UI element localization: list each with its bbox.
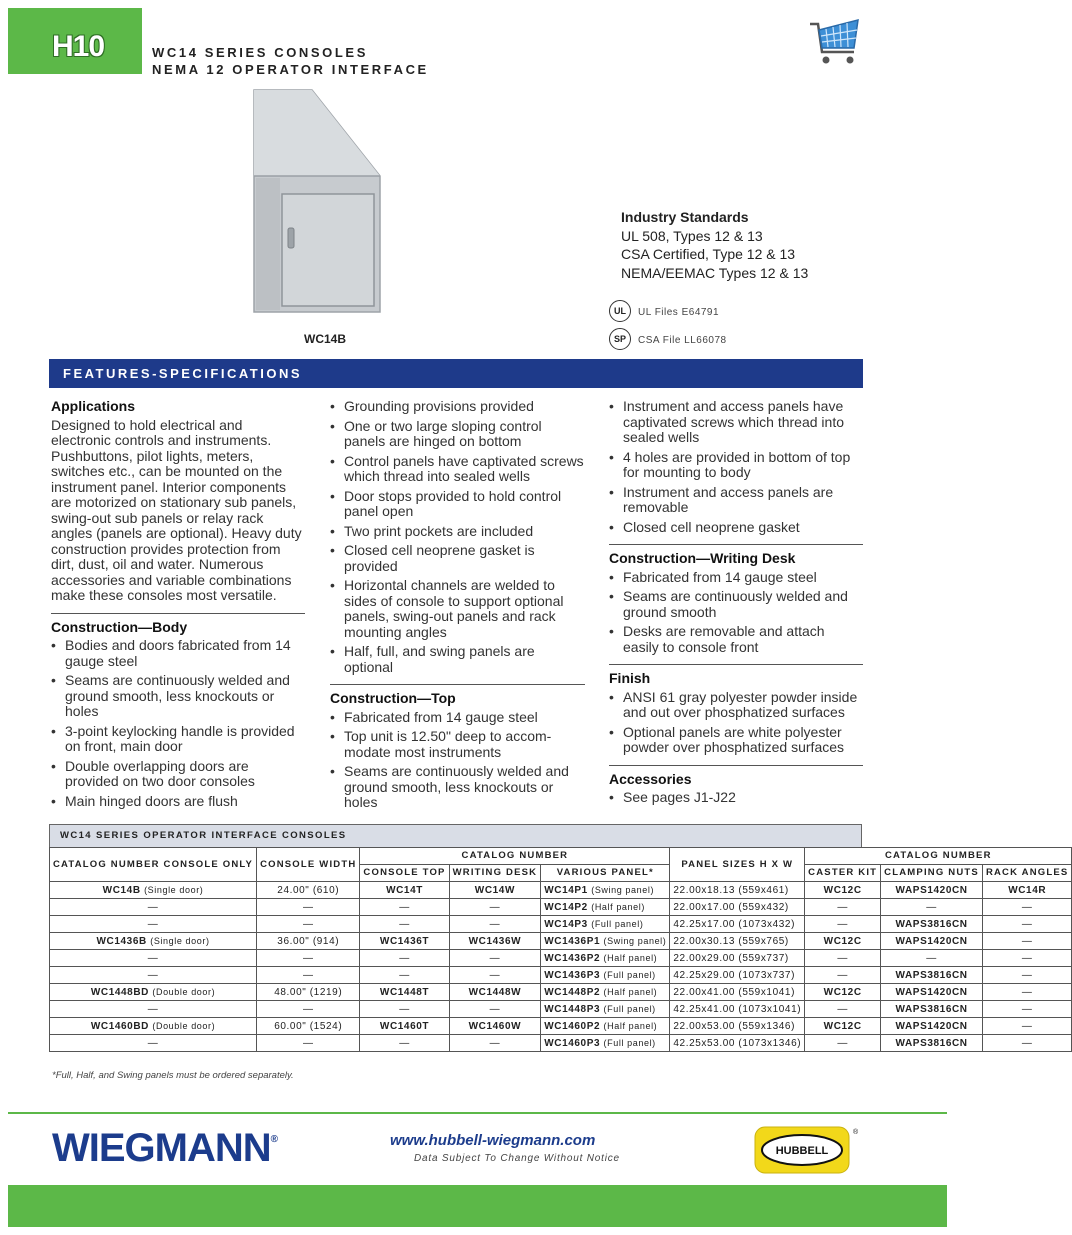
cell-value: — [837,918,848,930]
cell-value: WC14R [1008,884,1047,896]
divider [609,664,863,665]
table-footnote: *Full, Half, and Swing panels must be ordered separately. [52,1070,294,1081]
finish-heading: Finish [609,670,651,686]
table-cell-panel [541,899,670,916]
page-title [152,44,429,78]
cell-value: — [147,952,159,964]
table-cell-caster [805,899,881,916]
list-item: • Top unit is 12.50" deep to accom-modate most instruments [330,729,585,760]
cell-value: WC14T [386,884,423,896]
table-cell-caster [805,916,881,933]
cell-value: 22.00x29.00 (559x737) [673,952,789,964]
cell-value: — [837,969,848,981]
cell-value: — [147,901,159,913]
cell-value: — [837,1037,848,1049]
cell-value: WAPS3816CN [895,969,968,981]
cell-value: WC1460T [379,1020,430,1032]
shopping-cart-icon[interactable] [808,18,862,68]
top-heading: Construction—Top [330,690,456,706]
csa-logo-icon: SP [609,328,631,350]
table-cell-caster [805,967,881,984]
table-cell-rack [982,950,1072,967]
list-item: • Control panels have captivated screws which thread into sealed wells [330,454,585,485]
cell-note: (Swing panel) [603,935,667,946]
list-item: • Optional panels are white polyester powder over phosphatized surfaces [609,725,863,756]
standard-line: UL 508, Types 12 & 13 [621,227,763,244]
spec-table [49,847,1072,1052]
table-cell-panel [541,984,670,1001]
table-cell-clamp [881,1035,983,1052]
table-cell-width [257,882,360,899]
cell-value: WC1436W [468,935,522,947]
table-cell-panel [541,882,670,899]
cell-value: WC1436P2 [544,952,601,964]
csa-file-text: CSA File LL66078 [638,335,727,346]
cell-value: WAPS3816CN [895,1037,968,1049]
table-row [50,950,1072,967]
divider [51,613,305,614]
cell-value: WAPS1420CN [895,884,968,896]
table-cell-desk [449,882,541,899]
cell-value: 42.25x53.00 (1073x1346) [673,1037,802,1049]
cell-value: — [837,1003,848,1015]
cell-value: — [399,952,410,964]
table-cell-rack [982,1035,1072,1052]
list-item: • Bodies and doors fabricated from 14 gauge steel [51,638,305,669]
table-cell-caster [805,984,881,1001]
disclaimer-text: Data Subject To Change Without Notice [414,1153,620,1164]
list-item: • Closed cell neoprene gasket is provided [330,543,585,574]
cell-value: — [837,901,848,913]
table-row [50,899,1072,916]
cell-value: WC12C [823,935,862,947]
cell-value: — [1021,1003,1033,1015]
body-list [51,638,305,809]
table-cell-desk [449,1001,541,1018]
th-caster-kit: CASTER KIT [805,865,881,882]
hubbell-logo [754,1126,858,1174]
cell-value: WAPS1420CN [895,1020,968,1032]
divider [609,765,863,766]
cell-value: WAPS1420CN [895,935,968,947]
cell-value: WC14P2 [544,901,588,913]
table-cell-clamp [881,933,983,950]
table-row [50,916,1072,933]
accessories-list [609,790,863,806]
cell-value: — [399,969,410,981]
cell-value: WC1448BD [90,986,149,998]
cell-note: (Full panel) [591,918,644,929]
table-cell-top [360,967,449,984]
th-various-panel: VARIOUS PANEL* [541,865,670,882]
website-link[interactable]: www.hubbell-wiegmann.com [390,1132,596,1149]
list-item: • Seams are continuously welded and ground smooth [609,589,863,620]
list-item: • Fabricated from 14 gauge steel [609,570,863,586]
th-console-top: CONSOLE TOP [360,865,449,882]
cell-value: — [489,1037,501,1049]
cell-value: 22.00x30.13 (559x765) [673,935,789,947]
accessories-heading: Accessories [609,770,692,787]
table-cell-rack [982,899,1072,916]
table-cell-rack [982,933,1072,950]
cell-value: — [489,969,501,981]
table-cell-width [257,1018,360,1035]
table-cell-cat [50,899,257,916]
cell-value: WAPS3816CN [895,1003,968,1015]
cell-value: — [1021,901,1033,913]
footer-divider [8,1112,947,1114]
cell-value: 42.25x41.00 (1073x1041) [673,1003,802,1015]
cell-value: — [1021,969,1033,981]
panel-list [609,399,863,535]
table-cell-caster [805,882,881,899]
cell-value: WC1436T [379,935,430,947]
applications-text: Designed to hold electrical and electronic controls and instruments. Pushbuttons, pilot lights, meters, switches etc., can be mounted on the instrument panel. Interior components are motorized on stationary sub panels, swing-out sub panels or relay rack angles (panels are optional). Heavy duty construction provides protection from dirt, dust, oil and water. Numerous accessories and variable combinations make these consoles most versatile. [51,416,302,603]
table-caption: WC14 SERIES OPERATOR INTERFACE CONSOLES [49,824,862,847]
cell-value: WAPS1420CN [895,986,968,998]
cell-note: (Half panel) [591,901,645,912]
table-cell-rack [982,1018,1072,1035]
cell-value: — [1021,986,1033,998]
column-applications [51,399,305,813]
th-rack-angles: RACK ANGLES [982,865,1072,882]
table-cell-top [360,1035,449,1052]
ul-logo-icon: UL [609,300,631,322]
table-cell-size [670,916,805,933]
cell-value: WC1436P1 [544,935,601,947]
list-item: • Double overlapping doors are provided on two door consoles [51,759,305,790]
section-tab-label: H10 [52,30,105,63]
table-cell-rack [982,1001,1072,1018]
page-title-line2: NEMA 12 OPERATOR INTERFACE [152,62,429,77]
cell-value: — [302,901,314,913]
cell-value: — [1021,935,1033,947]
column-construction [330,399,585,815]
table-cell-desk [449,1018,541,1035]
cell-value: — [489,952,501,964]
cell-value: — [1021,918,1033,930]
table-cell-top [360,933,449,950]
wiegmann-logo [52,1126,277,1171]
cell-value: — [399,1037,410,1049]
hubbell-logo-text: HUBBELL [775,1145,829,1157]
table-cell-caster [805,1035,881,1052]
table-cell-desk [449,1035,541,1052]
table-cell-top [360,984,449,1001]
table-cell-caster [805,950,881,967]
table-cell-clamp [881,899,983,916]
product-caption: WC14B [304,332,347,346]
cell-note: (Double door) [152,986,216,997]
th-catalog-number-2: CATALOG NUMBER [805,848,1072,865]
cell-value: — [147,969,159,981]
list-item: • Instrument and access panels have captivated screws which thread into sealed wells [609,399,863,446]
table-cell-size [670,933,805,950]
table-cell-caster [805,1001,881,1018]
ul-file-text: UL Files E64791 [638,307,720,318]
table-cell-cat [50,967,257,984]
table-row [50,933,1072,950]
th-writing-desk: WRITING DESK [449,865,541,882]
cell-value: WC1448W [468,986,522,998]
th-console-width: CONSOLE WIDTH [257,848,360,882]
features-banner-title: FEATURES-SPECIFICATIONS [63,366,303,381]
table-cell-size [670,1035,805,1052]
table-row [50,1018,1072,1035]
table-cell-cat [50,1035,257,1052]
cell-value: WC1448P3 [544,1003,601,1015]
cell-value: WC1436B [96,935,147,947]
cell-value: WC14P3 [544,918,588,930]
cell-value: — [489,918,501,930]
table-cell-width [257,1001,360,1018]
cell-value: WC12C [823,1020,862,1032]
cell-value: — [302,918,314,930]
list-item: • Two print pockets are included [330,524,585,540]
applications-heading: Applications [51,398,136,414]
cell-value: WC12C [823,986,862,998]
table-cell-desk [449,899,541,916]
cell-value: — [489,1003,501,1015]
cell-value: — [1021,952,1033,964]
cell-note: (Double door) [152,1020,216,1031]
cell-note: (Half panel) [603,952,658,963]
cell-value: 22.00x18.13 (559x461) [673,884,789,896]
table-cell-panel [541,967,670,984]
cell-value: WC14P1 [544,884,588,896]
features-list [330,399,585,675]
cell-note: (Single door) [144,884,204,895]
table-cell-panel [541,933,670,950]
divider [609,544,863,545]
cell-note: (Swing panel) [591,884,655,895]
cell-note: (Single door) [150,935,210,946]
th-clamping-nuts: CLAMPING NUTS [881,865,983,882]
cell-value: — [399,918,410,930]
cell-value: WC1460P2 [544,1020,601,1032]
cell-value: — [302,952,314,964]
standards-heading: Industry Standards [621,209,749,225]
table-cell-top [360,1001,449,1018]
cell-value: WC1460W [468,1020,522,1032]
console-product-image [252,88,382,314]
cell-value: — [302,1003,314,1015]
page-title-line1: WC14 SERIES CONSOLES [152,45,368,60]
table-cell-cat [50,950,257,967]
cell-value: 22.00x41.00 (559x1041) [673,986,796,998]
cell-value: WC1460P3 [544,1037,601,1049]
table-cell-rack [982,967,1072,984]
cell-note: (Half panel) [603,986,658,997]
table-cell-caster [805,933,881,950]
standard-line: NEMA/EEMAC Types 12 & 13 [621,264,809,281]
cell-note: (Full panel) [603,1037,656,1048]
cell-value: 22.00x17.00 (559x432) [673,901,789,913]
table-cell-panel [541,1001,670,1018]
table-cell-clamp [881,1018,983,1035]
cell-value: — [926,901,937,913]
table-cell-rack [982,984,1072,1001]
list-item: • ANSI 61 gray polyester powder inside and out over phosphatized surfaces [609,690,863,721]
table-cell-width [257,1035,360,1052]
spec-table-container [49,824,1069,1052]
cell-value: — [926,952,937,964]
cell-value: WC14W [474,884,516,896]
cell-value: — [837,952,848,964]
table-cell-top [360,899,449,916]
cell-value: — [489,901,501,913]
list-item: • 3-point keylocking handle is provided on front, main door [51,724,305,755]
list-item: • Seams are continuously welded and ground smooth, less knockouts or holes [51,673,305,720]
table-cell-desk [449,933,541,950]
cell-value: — [147,1037,159,1049]
list-item: • Horizontal channels are welded to sides of console to support optional panels, swing-out panels and rack mounting angles [330,578,585,640]
table-cell-size [670,899,805,916]
table-cell-size [670,967,805,984]
cell-value: 48.00" (1219) [274,986,343,998]
cell-value: — [302,969,314,981]
table-cell-clamp [881,882,983,899]
cell-note: (Half panel) [603,1020,658,1031]
footer-bar [8,1185,947,1227]
list-item: • Grounding provisions provided [330,399,585,415]
table-cell-size [670,882,805,899]
th-panel-sizes: PANEL SIZES H X W [670,848,805,882]
table-cell-cat [50,916,257,933]
table-cell-cat [50,1001,257,1018]
cell-note: (Full panel) [603,1003,656,1014]
list-item: • One or two large sloping control panels are hinged on bottom [330,419,585,450]
table-cell-size [670,984,805,1001]
th-catalog-number: CATALOG NUMBER [360,848,670,865]
cell-value: — [147,918,159,930]
list-item: • Closed cell neoprene gasket [609,520,863,536]
table-cell-panel [541,950,670,967]
list-item: • Seams are continuously welded and ground smooth, less knockouts or holes [330,764,585,811]
table-cell-size [670,1001,805,1018]
table-cell-clamp [881,916,983,933]
cell-value: — [147,1003,159,1015]
table-cell-cat [50,984,257,1001]
table-cell-top [360,916,449,933]
cell-value: — [1021,1020,1033,1032]
table-cell-width [257,916,360,933]
th-catalog-console: CATALOG NUMBER CONSOLE ONLY [50,848,257,882]
list-item: • Fabricated from 14 gauge steel [330,710,585,726]
cell-value: 22.00x53.00 (559x1346) [673,1020,796,1032]
cell-value: 24.00" (610) [277,884,340,896]
cell-value: WC12C [823,884,862,896]
table-cell-size [670,1018,805,1035]
table-cell-clamp [881,950,983,967]
cell-value: WC1448P2 [544,986,601,998]
list-item: • Half, full, and swing panels are optional [330,644,585,675]
cell-value: WAPS3816CN [895,918,968,930]
table-cell-panel [541,916,670,933]
table-cell-desk [449,916,541,933]
table-cell-desk [449,950,541,967]
cell-note: (Full panel) [603,969,656,980]
cell-value: 42.25x29.00 (1073x737) [673,969,796,981]
list-item: • 4 holes are provided in bottom of top for mounting to body [609,450,863,481]
table-cell-cat [50,1018,257,1035]
table-cell-width [257,967,360,984]
table-cell-clamp [881,1001,983,1018]
table-cell-top [360,950,449,967]
table-cell-panel [541,1018,670,1035]
table-cell-clamp [881,967,983,984]
cell-value: 42.25x17.00 (1073x432) [673,918,796,930]
top-list [330,710,585,811]
desk-list [609,570,863,656]
table-row [50,984,1072,1001]
table-cell-panel [541,1035,670,1052]
table-cell-cat [50,933,257,950]
table-cell-width [257,933,360,950]
cell-value: WC14B [102,884,141,896]
table-cell-width [257,984,360,1001]
cell-value: WC1436P3 [544,969,601,981]
cell-value: 36.00" (914) [277,935,340,947]
table-cell-desk [449,967,541,984]
table-cell-rack [982,882,1072,899]
table-cell-caster [805,1018,881,1035]
list-item: • See pages J1-J22 [609,790,863,806]
table-row [50,967,1072,984]
cell-value: — [302,1037,314,1049]
table-cell-desk [449,984,541,1001]
hubbell-registered-mark: ® [853,1129,859,1136]
list-item: • Desks are removable and attach easily to console front [609,624,863,655]
cell-value: — [399,901,410,913]
table-cell-width [257,899,360,916]
table-cell-clamp [881,984,983,1001]
body-heading: Construction—Body [51,618,188,635]
cell-value: WC1460BD [90,1020,149,1032]
cell-value: — [1021,1037,1033,1049]
cell-value: — [399,1003,410,1015]
wiegmann-registered-mark: ® [270,1134,278,1145]
table-cell-size [670,950,805,967]
table-cell-top [360,1018,449,1035]
table-cell-rack [982,916,1072,933]
list-item: • Main hinged doors are flush [51,794,305,810]
column-finish [609,399,863,810]
list-item: • Door stops provided to hold control panel open [330,489,585,520]
cell-value: WC1448T [379,986,430,998]
list-item: • Instrument and access panels are removable [609,485,863,516]
table-row [50,1035,1072,1052]
cell-value: 60.00" (1524) [274,1020,343,1032]
table-cell-cat [50,882,257,899]
table-cell-top [360,882,449,899]
wiegmann-logo-text: WIEGMANN [52,1126,271,1170]
industry-standards [621,208,808,282]
table-cell-width [257,950,360,967]
table-row [50,882,1072,899]
desk-heading: Construction—Writing Desk [609,550,796,566]
divider [330,684,585,685]
standard-line: CSA Certified, Type 12 & 13 [621,246,796,262]
table-row [50,1001,1072,1018]
finish-list [609,690,863,756]
